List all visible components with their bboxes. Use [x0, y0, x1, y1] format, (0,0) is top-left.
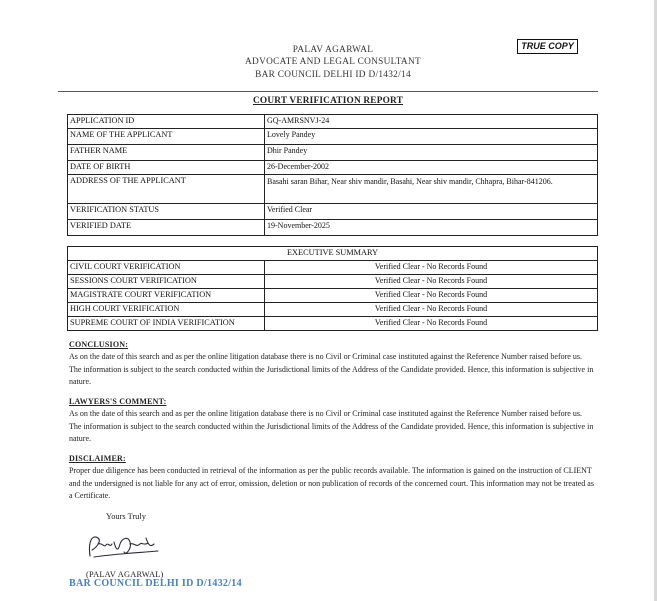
executive-summary-heading: EXECUTIVE SUMMARY: [68, 247, 598, 261]
report-title-text: COURT VERIFICATION REPORT: [252, 96, 404, 106]
detail-label: FATHER NAME: [68, 145, 265, 161]
report-title: [58, 96, 598, 106]
table-row: [68, 261, 598, 275]
table-row: [68, 161, 598, 175]
summary-value: Verified Clear - No Records Found: [265, 275, 598, 289]
letterhead: [200, 44, 466, 81]
detail-value: Verified Clear: [265, 204, 598, 220]
detail-label: VERIFIED DATE: [68, 220, 265, 236]
detail-value: GQ-AMRSNVJ-24: [265, 115, 598, 129]
signature-image: [84, 530, 164, 562]
lawyers-comment-section: [69, 396, 594, 446]
summary-label: SESSIONS COURT VERIFICATION: [68, 275, 265, 289]
conclusion-heading: CONCLUSION:: [69, 340, 129, 349]
conclusion-text: As on the date of this search and as per the online litigation database there is no Civil or Criminal case instituted against the Reference Number raised before us. The information is subject to the search conducted within the Jurisdictional limits of the Address of the Candidate provided. Hence, this information is subjective in nature.: [69, 352, 594, 387]
table-row: [68, 317, 598, 331]
lawyers-comment-text: As on the date of this search and as per the online litigation database there is no Civil or Criminal case instituted against the Reference Number raised before us. The information is subject to the search conducted within the Jurisdictional limits of the Address of the Candidate provided. Hence, this information is subjective in nature.: [69, 409, 594, 444]
summary-label: SUPREME COURT OF INDIA VERIFICATION: [68, 317, 265, 331]
table-row: [68, 204, 598, 220]
summary-label: CIVIL COURT VERIFICATION: [68, 261, 265, 275]
closing-salutation: Yours Truly: [106, 512, 146, 521]
detail-value: 26-December-2002: [265, 161, 598, 175]
table-row: [68, 115, 598, 129]
detail-value: Basahi saran Bihar, Near shiv mandir, Basahi, Near shiv mandir, Chhapra, Bihar-841206.: [265, 175, 598, 204]
detail-label: APPLICATION ID: [68, 115, 265, 129]
table-row: [68, 175, 598, 204]
detail-value: 19-November-2025: [265, 220, 598, 236]
applicant-details-table: [67, 114, 598, 236]
header-divider: [58, 91, 598, 92]
conclusion-section: [69, 339, 594, 389]
table-row: [68, 275, 598, 289]
detail-label: ADDRESS OF THE APPLICANT: [68, 175, 265, 204]
summary-value: Verified Clear - No Records Found: [265, 303, 598, 317]
summary-value: Verified Clear - No Records Found: [265, 317, 598, 331]
disclaimer-section: [69, 453, 594, 503]
table-row: [68, 289, 598, 303]
advocate-name: PALAV AGARWAL: [292, 45, 374, 55]
table-row: [68, 129, 598, 145]
true-copy-stamp: TRUE COPY: [517, 39, 578, 54]
lawyers-comment-heading: LAWYERS'S COMMENT:: [69, 397, 167, 406]
table-row: [68, 220, 598, 236]
disclaimer-heading: DISCLAIMER:: [69, 454, 126, 463]
detail-label: VERIFICATION STATUS: [68, 204, 265, 220]
detail-label: DATE OF BIRTH: [68, 161, 265, 175]
table-row: [68, 303, 598, 317]
summary-value: Verified Clear - No Records Found: [265, 261, 598, 275]
advocate-designation: ADVOCATE AND LEGAL CONSULTANT: [245, 57, 421, 68]
detail-value: Lovely Pandey: [265, 129, 598, 145]
table-row: [68, 145, 598, 161]
summary-label: MAGISTRATE COURT VERIFICATION: [68, 289, 265, 303]
summary-value: Verified Clear - No Records Found: [265, 289, 598, 303]
bar-council-id: BAR COUNCIL DELHI ID D/1432/14: [255, 69, 411, 80]
signatory-name: (PALAV AGARWAL): [86, 570, 164, 579]
footer-bar-council-id: BAR COUNCIL DELHI ID D/1432/14: [69, 578, 242, 589]
executive-summary-table: [67, 246, 598, 331]
detail-label: NAME OF THE APPLICANT: [68, 129, 265, 145]
summary-label: HIGH COURT VERIFICATION: [68, 303, 265, 317]
disclaimer-text: Proper due diligence has been conducted in retrieval of the information as per the public records available. The information is gained on the instruction of CLIENT and the undersigned is not liable for any act of error, omission, deletion or non publication of records of the concerned court. This information may not be treated as a Certificate.: [69, 466, 594, 501]
table-header-row: [68, 247, 598, 261]
detail-value: Dhir Pandey: [265, 145, 598, 161]
